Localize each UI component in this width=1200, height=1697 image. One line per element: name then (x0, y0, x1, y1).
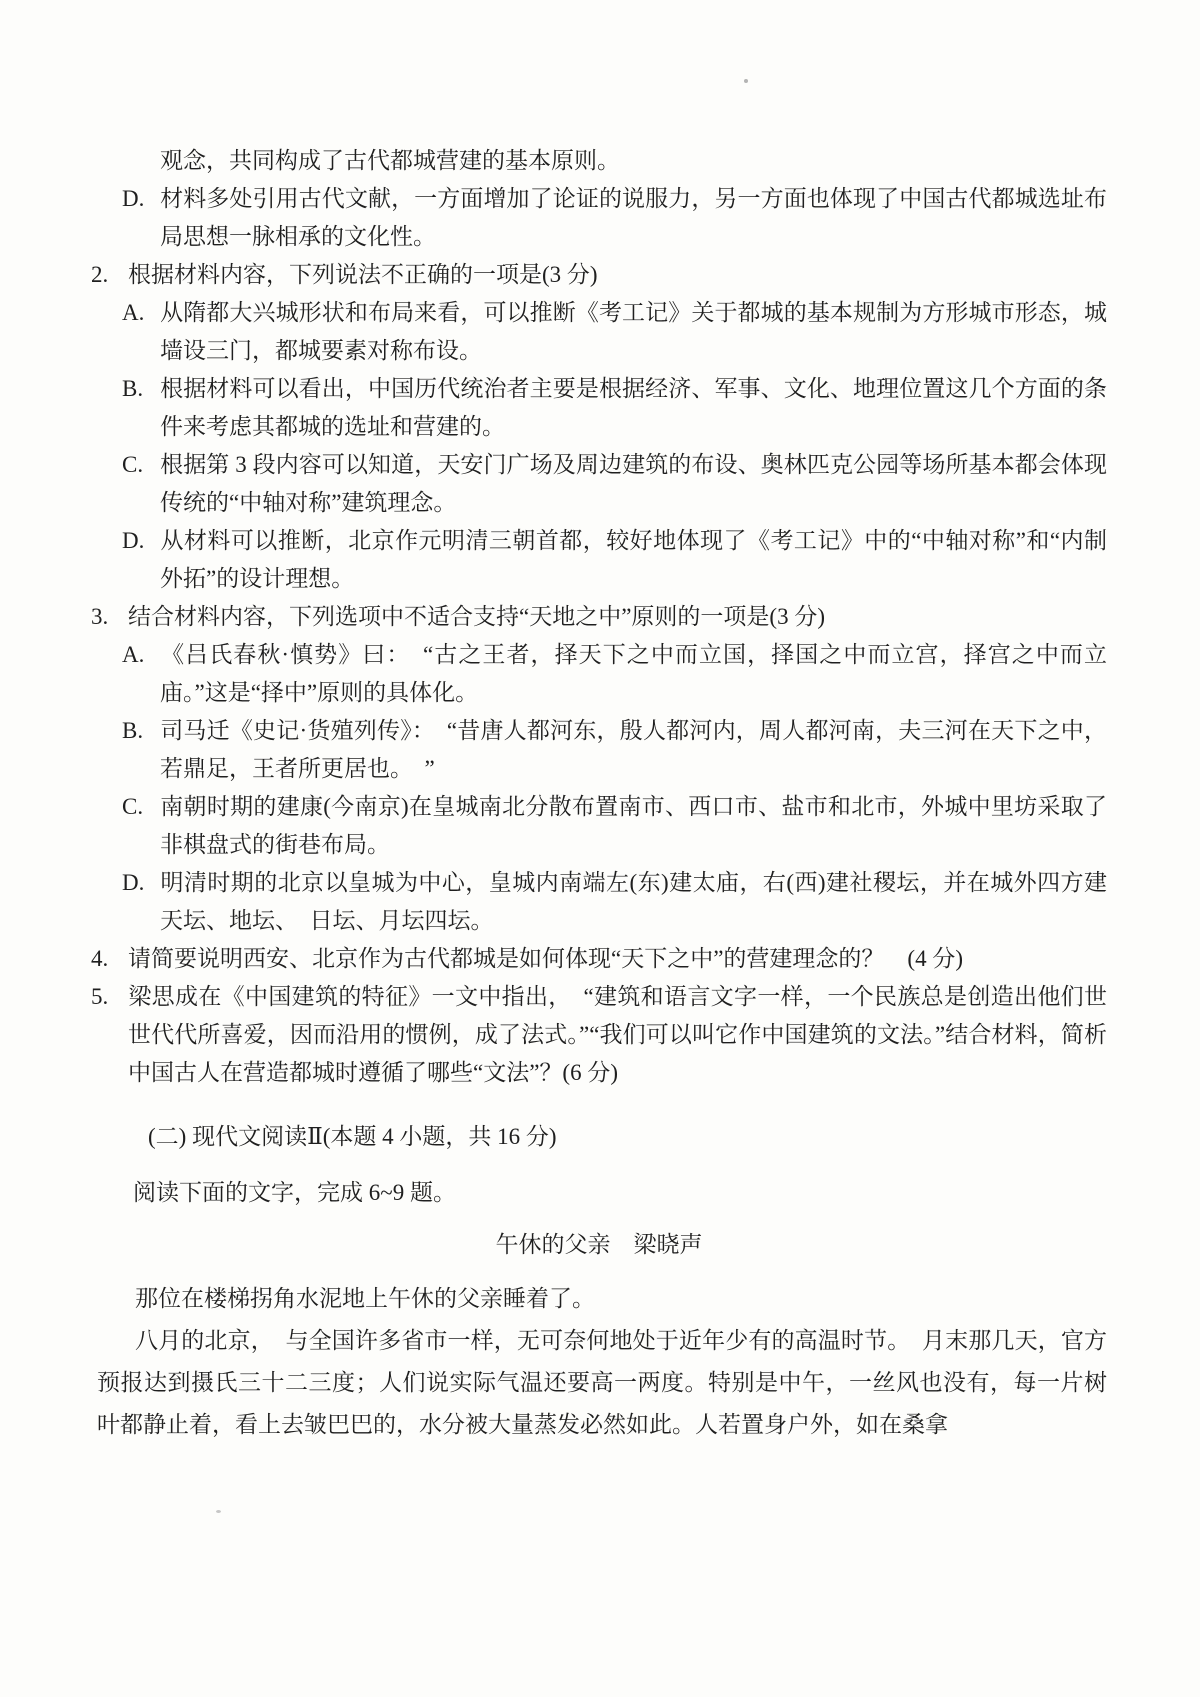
option-label: A. (122, 300, 145, 325)
option-label: B. (122, 718, 144, 743)
option-text: 从隋都大兴城形状和布局来看，可以推断《考工记》关于都城的基本规制为方形城市形态，城墙设三门，都城要素对称布设。 (160, 300, 1107, 363)
essay-paragraph: 那位在楼梯拐角水泥地上午休的父亲睡着了。 (135, 1286, 595, 1311)
section-heading: (二) 现代文阅读Ⅱ(本题 4 小题，共 16 分) (148, 1124, 557, 1149)
option-text: 根据材料可以看出，中国历代统治者主要是根据经济、军事、文化、地理位置这几个方面的条件来考虑其都城的选址和营建的。 (160, 376, 1107, 439)
question-5 (91, 978, 1107, 1092)
question-number: 3. (91, 604, 109, 629)
question-stem: 请简要说明西安、北京作为古代都城是如何体现“天下之中”的营建理念的？ (4 分) (128, 946, 963, 971)
question-3-option-d (122, 864, 1107, 940)
carryover-continuation-line: 观念，共同构成了古代都城营建的基本原则。 (160, 148, 620, 173)
carryover-option-d (122, 180, 1107, 256)
question-2-option-d (122, 522, 1107, 598)
option-text: 明清时期的北京以皇城为中心，皇城内南端左(东)建太庙，右(西)建社稷坛，并在城外四方建天坛、地坛、 日坛、月坛四坛。 (160, 870, 1107, 933)
option-label: C. (122, 452, 144, 477)
question-4 (91, 940, 1107, 978)
option-label: C. (122, 794, 144, 819)
option-label: B. (122, 376, 144, 401)
page-content (91, 142, 1107, 1446)
question-number: 5. (91, 984, 109, 1009)
question-stem: 根据材料内容，下列说法不正确的一项是(3 分) (128, 262, 598, 287)
option-label: D. (122, 186, 145, 211)
option-text: 《吕氏春秋·慎势》曰： “古之王者，择天下之中而立国，择国之中而立宫，择宫之中而立庙。”这是“择中”原则的具体化。 (160, 642, 1107, 705)
question-3-option-a (122, 636, 1107, 712)
scan-artifact (744, 79, 748, 83)
essay-paragraph: 八月的北京， 与全国许多省市一样，无可奈何地处于近年少有的高温时节。 月末那几天，官方预报达到摄氏三十二三度；人们说实际气温还要高一两度。特别是中午，一丝风也没有，每一片树叶都静止着，看上去皱巴巴的，水分被大量蒸发必然如此。人若置身户外，如在桑拿 (97, 1328, 1107, 1437)
option-text: 根据第 3 段内容可以知道，天安门广场及周边建筑的布设、奥林匹克公园等场所基本都会体现传统的“中轴对称”建筑理念。 (160, 452, 1107, 515)
question-number: 2. (91, 262, 109, 287)
question-2-option-a (122, 294, 1107, 370)
scan-artifact (216, 1510, 221, 1513)
question-3 (91, 598, 1107, 636)
option-text: 司马迁《史记·货殖列传》： “昔唐人都河东，殷人都河内，周人都河南，夫三河在天下之中，若鼎足，王者所更居也。 ” (160, 718, 1107, 781)
option-text: 南朝时期的建康(今南京)在皇城南北分散布置南市、西口市、盐市和北市，外城中里坊采取了非棋盘式的街巷布局。 (160, 794, 1107, 857)
option-label: A. (122, 642, 145, 667)
option-label: D. (122, 528, 145, 553)
question-2-option-b (122, 370, 1107, 446)
question-2-option-c (122, 446, 1107, 522)
question-number: 4. (91, 946, 109, 971)
question-3-option-c (122, 788, 1107, 864)
question-stem: 结合材料内容，下列选项中不适合支持“天地之中”原则的一项是(3 分) (128, 604, 825, 629)
question-3-option-b (122, 712, 1107, 788)
reading-instruction: 阅读下面的文字，完成 6~9 题。 (133, 1180, 456, 1205)
option-text: 从材料可以推断，北京作元明清三朝首都，较好地体现了《考工记》中的“中轴对称”和“内制外拓”的设计理想。 (160, 528, 1107, 591)
essay-title: 午休的父亲 梁晓声 (495, 1232, 703, 1257)
question-stem: 梁思成在《中国建筑的特征》一文中指出， “建筑和语言文字一样，一个民族总是创造出他们世世代代所喜爱，因而沿用的惯例，成了法式。”“我们可以叫它作中国建筑的文法。”结合材料，简析中国古人在营造都城时遵循了哪些“文法”？(6 分) (128, 984, 1107, 1085)
question-2 (91, 256, 1107, 294)
option-text: 材料多处引用古代文献，一方面增加了论证的说服力，另一方面也体现了中国古代都城选址布局思想一脉相承的文化性。 (160, 186, 1107, 249)
option-label: D. (122, 870, 145, 895)
